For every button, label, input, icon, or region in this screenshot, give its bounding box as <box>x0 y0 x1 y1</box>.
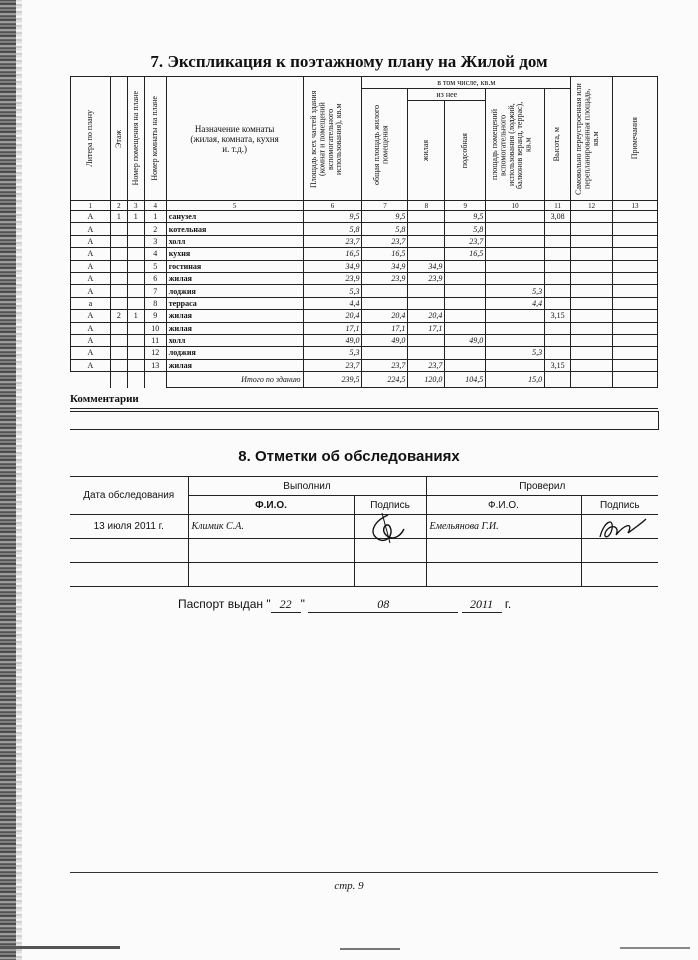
table-row <box>71 248 658 260</box>
vspom-cell: 5,3 <box>486 285 545 297</box>
comments-box <box>70 411 659 430</box>
podsobnaya-cell <box>445 310 486 322</box>
nom-komn-cell: 3 <box>144 235 166 247</box>
obshaya-cell: 23,9 <box>362 272 408 284</box>
nom-komn-cell: 10 <box>144 322 166 334</box>
primechaniya-cell <box>613 248 658 260</box>
primechaniya-cell <box>613 211 658 223</box>
header-obshaya: общая площадь жилого помещения <box>362 89 408 201</box>
ploshad-cell: 9,5 <box>303 211 362 223</box>
vysota-cell <box>545 297 571 309</box>
vspom-cell: 5,3 <box>486 347 545 359</box>
podsobnaya-cell <box>445 347 486 359</box>
litera-cell: А <box>71 235 111 247</box>
vspom-cell <box>486 359 545 371</box>
litera-cell: А <box>71 359 111 371</box>
obshaya-cell: 17,1 <box>362 322 408 334</box>
header-vspom: площадь помещений вспомогательного использования (лоджий, балконов веранд, террас), кв.м <box>486 89 545 201</box>
table-row <box>71 260 658 272</box>
podsobnaya-cell: 16,5 <box>445 248 486 260</box>
vysota-cell <box>545 272 571 284</box>
litera-cell: А <box>71 211 111 223</box>
nom-komn-cell: 6 <box>144 272 166 284</box>
header-primechaniya: Примечания <box>613 77 658 201</box>
podsobnaya-cell <box>445 297 486 309</box>
nom-komn-cell: 7 <box>144 285 166 297</box>
table-row <box>71 297 658 309</box>
vysota-cell <box>545 223 571 235</box>
nom-komn-cell: 8 <box>144 297 166 309</box>
total-vspom: 15,0 <box>486 372 545 388</box>
vysota-cell <box>545 322 571 334</box>
zhilaya-cell: 34,9 <box>408 260 445 272</box>
checker-name: Емельянова Г.И. <box>426 515 581 539</box>
vspom-cell: 4,4 <box>486 297 545 309</box>
table-row <box>71 272 658 284</box>
performer-signature <box>354 515 426 539</box>
litera-cell: А <box>71 310 111 322</box>
zhilaya-cell <box>408 223 445 235</box>
podsobnaya-cell <box>445 285 486 297</box>
obshaya-cell: 5,8 <box>362 223 408 235</box>
podsobnaya-cell <box>445 322 486 334</box>
header-samovolno: Самовольно переустроенная или перепланированная площадь, кв.м <box>571 77 613 201</box>
zhilaya-cell <box>408 248 445 260</box>
header-litera: Литера по плану <box>71 77 111 201</box>
checker-signature-header: Подпись <box>581 496 658 515</box>
vysota-cell <box>545 334 571 346</box>
nom-pom-cell <box>127 260 144 272</box>
vysota-cell <box>545 260 571 272</box>
performer-signature-header: Подпись <box>354 496 426 515</box>
nom-komn-cell: 12 <box>144 347 166 359</box>
performed-header: Выполнил <box>188 477 426 496</box>
header-vysota: Высота, м <box>545 89 571 201</box>
naznachenie-cell: жилая <box>166 272 303 284</box>
samovolno-cell <box>571 310 613 322</box>
header-ploshad: Площадь всех частей здания (комнат и помещений вспомогательного использования), кв.м <box>303 77 362 201</box>
zhilaya-cell: 23,9 <box>408 272 445 284</box>
scan-bottom-artifacts <box>0 942 698 960</box>
nom-komn-cell: 2 <box>144 223 166 235</box>
etazh-cell: 1 <box>110 211 127 223</box>
samovolno-cell <box>571 359 613 371</box>
litera-cell: А <box>71 260 111 272</box>
header-iz-nee: из нее <box>408 89 486 101</box>
primechaniya-cell <box>613 297 658 309</box>
checked-header: Проверил <box>426 477 658 496</box>
ploshad-cell: 23,7 <box>303 359 362 371</box>
ploshad-cell: 5,8 <box>303 223 362 235</box>
naznachenie-cell: жилая <box>166 310 303 322</box>
etazh-cell <box>110 334 127 346</box>
etazh-cell: 2 <box>110 310 127 322</box>
performer-fio-header: Ф.И.О. <box>188 496 354 515</box>
naznachenie-cell: холл <box>166 235 303 247</box>
samovolno-cell <box>571 260 613 272</box>
etazh-cell <box>110 260 127 272</box>
samovolno-cell <box>571 272 613 284</box>
primechaniya-cell <box>613 285 658 297</box>
table-row <box>71 334 658 346</box>
obshaya-cell <box>362 347 408 359</box>
vspom-cell <box>486 211 545 223</box>
header-v-tom-chisle: в том числе, кв.м <box>362 77 571 89</box>
inspection-date: 13 июля 2011 г. <box>70 515 188 539</box>
table-row <box>71 211 658 223</box>
zhilaya-cell <box>408 211 445 223</box>
scan-edge-highlight <box>16 0 22 960</box>
footer-divider <box>70 872 658 873</box>
table-row <box>71 347 658 359</box>
section7-title: 7. Экспликация к поэтажному плану на Жилой дом <box>150 52 548 71</box>
performer-name: Климик С.А. <box>188 515 354 539</box>
primechaniya-cell <box>613 272 658 284</box>
podsobnaya-cell <box>445 359 486 371</box>
total-obshaya: 224,5 <box>362 372 408 388</box>
passport-issued-line: Паспорт выдан " 22 " 08 2011 г. <box>178 597 512 611</box>
obshaya-cell: 49,0 <box>362 334 408 346</box>
ploshad-cell: 34,9 <box>303 260 362 272</box>
nom-pom-cell <box>127 285 144 297</box>
obshaya-cell: 23,7 <box>362 235 408 247</box>
vspom-cell <box>486 223 545 235</box>
nom-pom-cell <box>127 223 144 235</box>
samovolno-cell <box>571 248 613 260</box>
etazh-cell <box>110 347 127 359</box>
etazh-cell <box>110 285 127 297</box>
vysota-cell <box>545 248 571 260</box>
nom-pom-cell <box>127 359 144 371</box>
vysota-cell <box>545 235 571 247</box>
ploshad-cell: 23,7 <box>303 235 362 247</box>
vspom-cell <box>486 235 545 247</box>
primechaniya-cell <box>613 359 658 371</box>
samovolno-cell <box>571 347 613 359</box>
table-row <box>71 322 658 334</box>
explication-table <box>70 76 658 388</box>
header-etazh: Этаж <box>110 77 127 201</box>
table-row <box>71 310 658 322</box>
column-numbers-row: 1 2 3 4 5 6 7 8 9 10 11 12 13 <box>71 201 658 211</box>
header-podsobnaya: подсобная <box>445 101 486 201</box>
ploshad-cell: 4,4 <box>303 297 362 309</box>
zhilaya-cell <box>408 297 445 309</box>
podsobnaya-cell: 23,7 <box>445 235 486 247</box>
podsobnaya-cell <box>445 260 486 272</box>
nom-pom-cell <box>127 272 144 284</box>
passport-label: Паспорт выдан <box>178 597 264 611</box>
naznachenie-cell: жилая <box>166 322 303 334</box>
nom-komn-cell: 11 <box>144 334 166 346</box>
naznachenie-cell: лоджия <box>166 285 303 297</box>
header-nom-pom: Номер помещения на плане <box>127 77 144 201</box>
podsobnaya-cell: 9,5 <box>445 211 486 223</box>
zhilaya-cell: 17,1 <box>408 322 445 334</box>
scan-edge-shadow <box>0 0 16 960</box>
table-row <box>71 285 658 297</box>
checker-signature <box>581 515 658 539</box>
page-number: стр. 9 <box>334 880 364 892</box>
vspom-cell <box>486 334 545 346</box>
litera-cell: А <box>71 223 111 235</box>
header-nom-komn: Номер комнаты на плане <box>144 77 166 201</box>
inspection-table <box>70 476 658 587</box>
total-row <box>71 372 658 388</box>
primechaniya-cell <box>613 223 658 235</box>
naznachenie-cell: гостиная <box>166 260 303 272</box>
ploshad-cell: 49,0 <box>303 334 362 346</box>
vspom-cell <box>486 260 545 272</box>
primechaniya-cell <box>613 347 658 359</box>
naznachenie-cell: холл <box>166 334 303 346</box>
obshaya-cell: 9,5 <box>362 211 408 223</box>
date-header: Дата обследования <box>70 477 188 515</box>
litera-cell: А <box>71 322 111 334</box>
litera-cell: А <box>71 285 111 297</box>
naznachenie-cell: жилая <box>166 359 303 371</box>
passport-year: 2011 <box>462 597 502 613</box>
zhilaya-cell <box>408 347 445 359</box>
vspom-cell <box>486 322 545 334</box>
total-label: Итого по зданию <box>166 372 303 388</box>
samovolno-cell <box>571 334 613 346</box>
passport-year-suffix: г. <box>504 597 512 611</box>
primechaniya-cell <box>613 260 658 272</box>
nom-komn-cell: 1 <box>144 211 166 223</box>
etazh-cell <box>110 359 127 371</box>
table-row <box>71 223 658 235</box>
naznachenie-cell: терраса <box>166 297 303 309</box>
vysota-cell <box>545 285 571 297</box>
vysota-cell: 3,15 <box>545 310 571 322</box>
nom-komn-cell: 5 <box>144 260 166 272</box>
header-zhilaya: жилая <box>408 101 445 201</box>
litera-cell: А <box>71 272 111 284</box>
ploshad-cell: 16,5 <box>303 248 362 260</box>
litera-cell: А <box>71 347 111 359</box>
naznachenie-cell: котельная <box>166 223 303 235</box>
vysota-cell <box>545 347 571 359</box>
nom-pom-cell <box>127 235 144 247</box>
section8-title: 8. Отметки об обследованиях <box>238 448 460 465</box>
ploshad-cell: 20,4 <box>303 310 362 322</box>
nom-komn-cell: 9 <box>144 310 166 322</box>
nom-komn-cell: 4 <box>144 248 166 260</box>
podsobnaya-cell: 49,0 <box>445 334 486 346</box>
etazh-cell <box>110 235 127 247</box>
samovolno-cell <box>571 297 613 309</box>
samovolno-cell <box>571 322 613 334</box>
naznachenie-cell: санузел <box>166 211 303 223</box>
vspom-cell <box>486 248 545 260</box>
passport-month: 08 <box>308 597 458 613</box>
vysota-cell: 3,15 <box>545 359 571 371</box>
total-zhilaya: 120,0 <box>408 372 445 388</box>
obshaya-cell: 23,7 <box>362 359 408 371</box>
vspom-cell <box>486 272 545 284</box>
podsobnaya-cell: 5,8 <box>445 223 486 235</box>
vspom-cell <box>486 310 545 322</box>
etazh-cell <box>110 297 127 309</box>
zhilaya-cell: 20,4 <box>408 310 445 322</box>
etazh-cell <box>110 248 127 260</box>
primechaniya-cell <box>613 235 658 247</box>
samovolno-cell <box>571 235 613 247</box>
nom-pom-cell <box>127 297 144 309</box>
obshaya-cell: 34,9 <box>362 260 408 272</box>
obshaya-cell: 16,5 <box>362 248 408 260</box>
zhilaya-cell <box>408 285 445 297</box>
obshaya-cell <box>362 297 408 309</box>
samovolno-cell <box>571 223 613 235</box>
ploshad-cell: 5,3 <box>303 285 362 297</box>
ploshad-cell: 23,9 <box>303 272 362 284</box>
zhilaya-cell <box>408 235 445 247</box>
etazh-cell <box>110 223 127 235</box>
checker-fio-header: Ф.И.О. <box>426 496 581 515</box>
ploshad-cell: 5,3 <box>303 347 362 359</box>
table-row <box>71 359 658 371</box>
header-naznachenie: Назначение комнаты (жилая, комната, кухня и. т.д.) <box>166 77 303 201</box>
nom-pom-cell <box>127 248 144 260</box>
ploshad-cell: 17,1 <box>303 322 362 334</box>
naznachenie-cell: лоджия <box>166 347 303 359</box>
samovolno-cell <box>571 211 613 223</box>
total-podsobnaya: 104,5 <box>445 372 486 388</box>
total-ploshad: 239,5 <box>303 372 362 388</box>
litera-cell: а <box>71 297 111 309</box>
zhilaya-cell: 23,7 <box>408 359 445 371</box>
nom-pom-cell: 1 <box>127 310 144 322</box>
obshaya-cell <box>362 285 408 297</box>
samovolno-cell <box>571 285 613 297</box>
vysota-cell: 3,08 <box>545 211 571 223</box>
naznachenie-cell: кухня <box>166 248 303 260</box>
nom-pom-cell: 1 <box>127 211 144 223</box>
primechaniya-cell <box>613 310 658 322</box>
nom-pom-cell <box>127 334 144 346</box>
zhilaya-cell <box>408 334 445 346</box>
etazh-cell <box>110 272 127 284</box>
passport-day: 22 <box>271 597 301 613</box>
primechaniya-cell <box>613 334 658 346</box>
obshaya-cell: 20,4 <box>362 310 408 322</box>
litera-cell: А <box>71 334 111 346</box>
etazh-cell <box>110 322 127 334</box>
comments-label: Комментарии <box>70 393 139 405</box>
primechaniya-cell <box>613 322 658 334</box>
podsobnaya-cell <box>445 272 486 284</box>
table-row <box>71 235 658 247</box>
nom-pom-cell <box>127 347 144 359</box>
nom-pom-cell <box>127 322 144 334</box>
litera-cell: А <box>71 248 111 260</box>
nom-komn-cell: 13 <box>144 359 166 371</box>
